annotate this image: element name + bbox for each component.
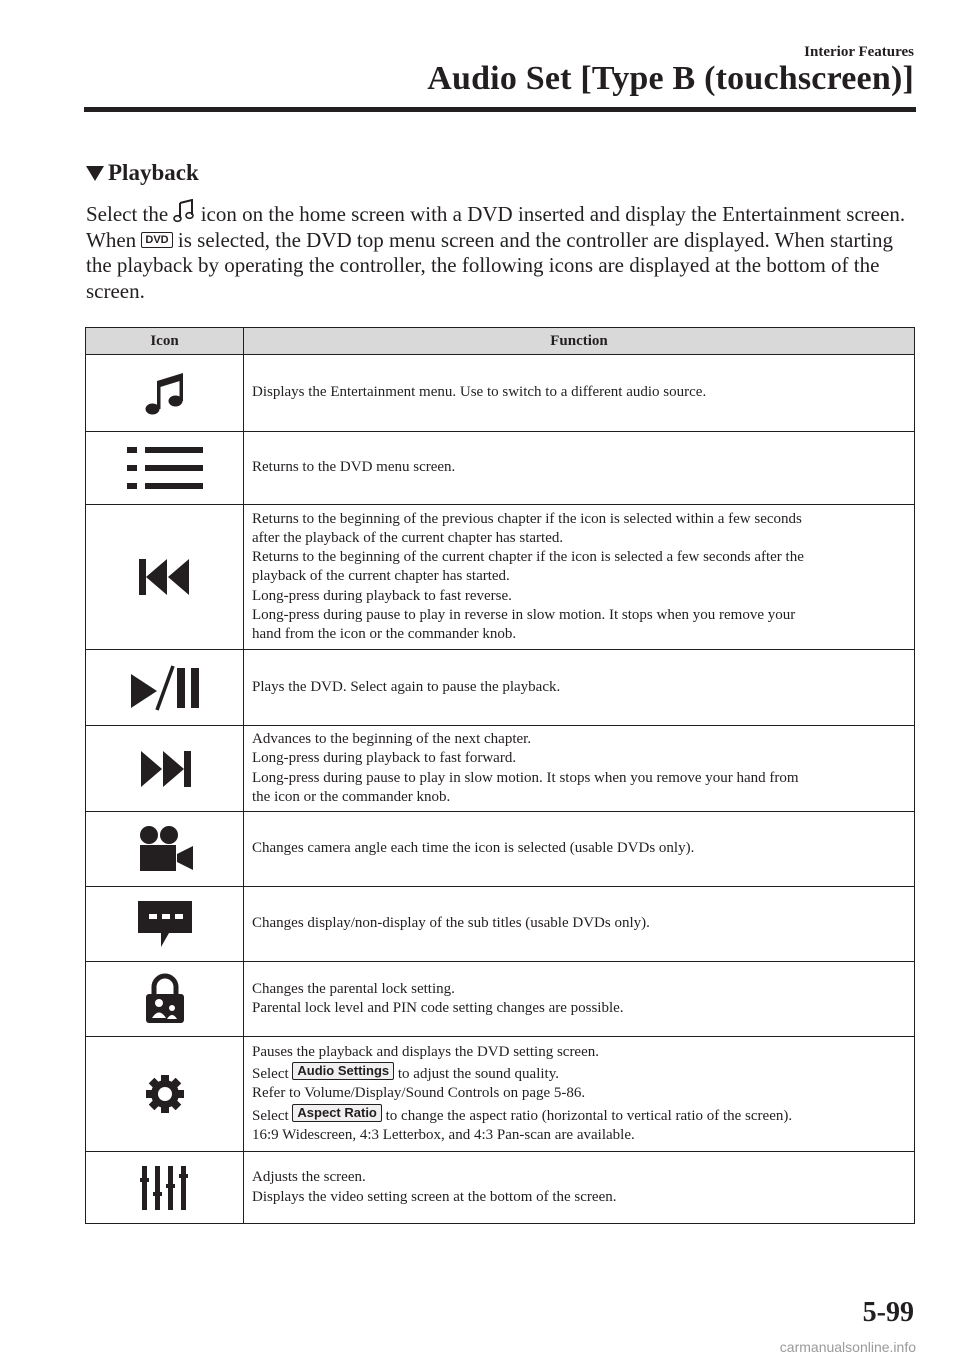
function-cell: Pauses the playback and displays the DVD setting screen. Select Audio Settings to adjust the sound quality. Refer to Volume/Display/Sound Controls on page 5-86. Select Aspect Ratio to change the aspect ratio (horizontal to vertical ratio of the screen). 16:9 Widescreen, 4:3 Letterbox, and 4:3 Pan-scan are available. [244, 1037, 915, 1152]
watermark: carmanualsonline.info [779, 1339, 916, 1355]
icon-cell [86, 726, 244, 812]
music-note-inline-icon [173, 199, 195, 223]
intro-paragraph [86, 199, 920, 304]
icon-function-table [85, 327, 915, 1224]
icon-cell [86, 887, 244, 962]
table-row [86, 1152, 915, 1224]
header-rule [84, 107, 916, 112]
music-note-icon [139, 367, 191, 419]
function-cell: Displays the Entertainment menu. Use to switch to a different audio source. [244, 355, 915, 432]
intro-text-1: Select the [86, 202, 169, 226]
section-heading [86, 160, 199, 186]
icon-cell [86, 650, 244, 726]
gear-icon [144, 1073, 186, 1115]
function-cell: Plays the DVD. Select again to pause the playback. [244, 650, 915, 726]
skip-back-icon [137, 557, 193, 597]
table-header-row [86, 328, 915, 355]
parental-lock-icon [142, 973, 188, 1025]
dvd-chip: DVD [141, 232, 172, 248]
aspect-ratio-chip: Aspect Ratio [292, 1104, 381, 1122]
icon-cell [86, 355, 244, 432]
table-row [86, 726, 915, 812]
function-cell: Returns to the beginning of the previous chapter if the icon is selected within a few seconds after the playback of the current chapter has started. Returns to the beginning of the current chapter if the icon is selected a few seconds after the playback of the current chapter has started. Long-press during playback to fast reverse. Long-press during pause to play in reverse in slow motion. It stops when you remove your hand from the icon or the commander knob. [244, 505, 915, 650]
function-cell: Changes the parental lock setting. Parental lock level and PIN code setting changes are possible. [244, 962, 915, 1037]
intro-text-3: is selected, the DVD top menu screen and the controller are displayed. When starting the playback by operating the controller, the following icons are displayed at the bottom of the screen. [86, 227, 894, 303]
header-section-label: Interior Features [804, 44, 914, 60]
function-cell: Adjusts the screen. Displays the video setting screen at the bottom of the screen. [244, 1152, 915, 1224]
skip-forward-icon [137, 749, 193, 789]
page-number: 5-99 [862, 1297, 914, 1328]
function-cell: Advances to the beginning of the next chapter. Long-press during playback to fast forward. Long-press during pause to play in slow motion. It stops when you remove your hand from the icon or the commander knob. [244, 726, 915, 812]
icon-cell [86, 505, 244, 650]
play-pause-icon [129, 664, 201, 712]
intro-text-2: icon on the home screen with a DVD inserted and display the Entertainment screen. When [86, 202, 906, 252]
video-camera-icon [135, 824, 195, 874]
function-cell: Changes camera angle each time the icon is selected (usable DVDs only). [244, 812, 915, 887]
page-title: Audio Set [Type B (touchscreen)] [427, 60, 914, 97]
table-row [86, 812, 915, 887]
audio-settings-chip: Audio Settings [292, 1062, 394, 1080]
col-header-function: Function [244, 328, 915, 355]
subtitle-icon [135, 898, 195, 950]
section-heading-text: Playback [108, 160, 199, 185]
icon-cell [86, 432, 244, 505]
triangle-bullet-icon [86, 166, 104, 181]
list-icon [125, 443, 205, 493]
table-row [86, 650, 915, 726]
table-row [86, 432, 915, 505]
table-row [86, 887, 915, 962]
function-cell: Returns to the DVD menu screen. [244, 432, 915, 505]
table-row [86, 505, 915, 650]
icon-cell [86, 1152, 244, 1224]
icon-cell [86, 962, 244, 1037]
col-header-icon: Icon [86, 328, 244, 355]
table-row [86, 1037, 915, 1152]
function-cell: Changes display/non-display of the sub titles (usable DVDs only). [244, 887, 915, 962]
icon-cell [86, 1037, 244, 1152]
sliders-icon [140, 1164, 190, 1212]
table-row [86, 962, 915, 1037]
table-row [86, 355, 915, 432]
icon-cell [86, 812, 244, 887]
